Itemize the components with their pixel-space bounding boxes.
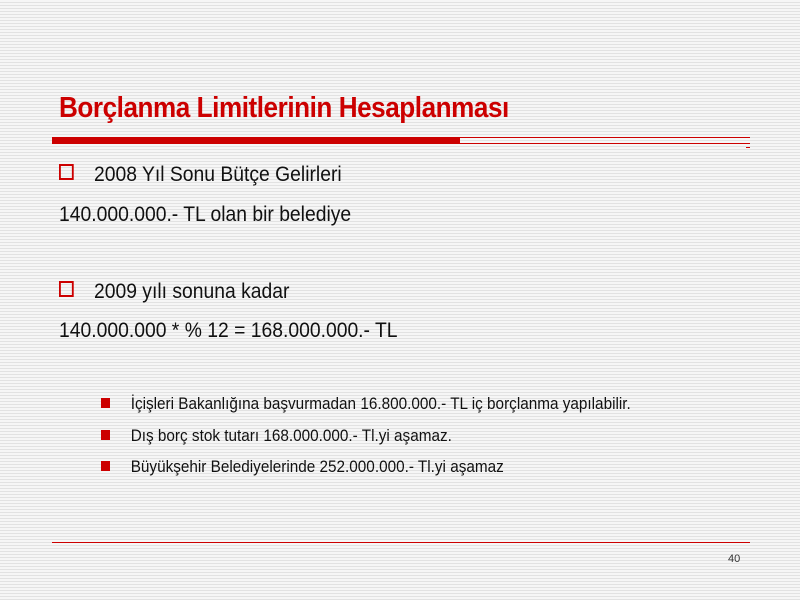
sub-bullet-item-2 <box>101 426 452 446</box>
filled-square-bullet-icon <box>101 398 110 408</box>
body-line-1: 140.000.000.- TL olan bir belediye <box>59 203 352 226</box>
sub-bullet-text: Büyükşehir Belediyelerinde 252.000.000.- Tl.yi aşamaz <box>130 457 504 476</box>
sub-bullet-item-3 <box>101 457 504 477</box>
bullet-item-2 <box>59 280 289 304</box>
footer-rule <box>52 542 750 543</box>
bullet-text: 2008 Yıl Sonu Bütçe Gelirleri <box>93 163 342 186</box>
slide-title: Borçlanma Limitlerinin Hesaplanması <box>59 92 509 124</box>
hollow-square-bullet-icon <box>59 164 74 180</box>
bullet-text: 2009 yılı sonuna kadar <box>93 280 290 303</box>
sub-bullet-text: İçişleri Bakanlığına başvurmadan 16.800.000.- TL iç borçlanma yapılabilir. <box>130 394 631 413</box>
hollow-square-bullet-icon <box>59 281 74 297</box>
sub-bullet-text: Dış borç stok tutarı 168.000.000.- Tl.yi aşamaz. <box>130 426 452 445</box>
page-number: 40 <box>728 553 741 565</box>
filled-square-bullet-icon <box>101 461 110 471</box>
body-line-2: 140.000.000 * % 12 = 168.000.000.- TL <box>59 319 398 342</box>
filled-square-bullet-icon <box>101 430 110 440</box>
bullet-item-1 <box>59 163 342 187</box>
sub-bullet-item-1 <box>101 394 631 414</box>
